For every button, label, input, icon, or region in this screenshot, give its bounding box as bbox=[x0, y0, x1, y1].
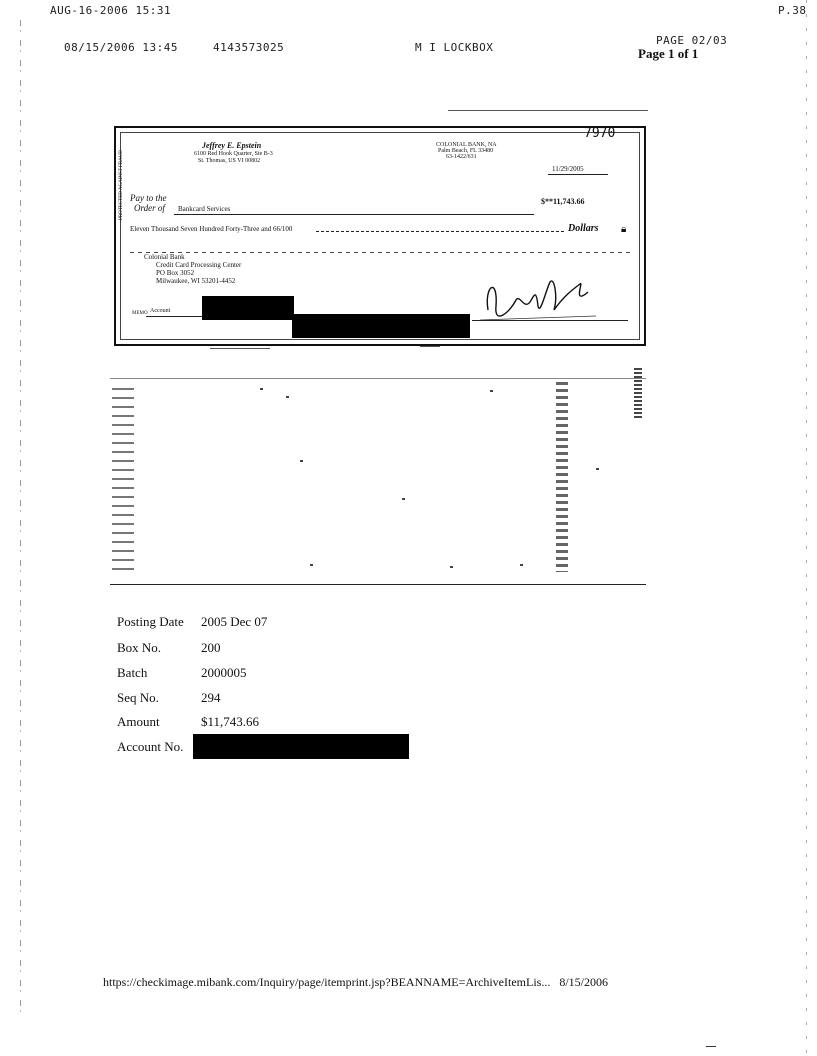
redaction-memo bbox=[202, 296, 294, 320]
fax-page: PAGE 02/03 bbox=[656, 34, 728, 47]
posting-value: 2000005 bbox=[201, 665, 247, 680]
noise-dot bbox=[490, 390, 493, 392]
date-line bbox=[548, 174, 608, 175]
noise-dot bbox=[402, 498, 405, 500]
noise-dot bbox=[260, 388, 263, 390]
signature-line bbox=[472, 320, 628, 321]
mail-line-3: PO Box 3052 bbox=[156, 269, 195, 277]
posting-label: Batch bbox=[117, 665, 148, 680]
scan-artifact bbox=[706, 1046, 716, 1047]
posting-label: Posting Date bbox=[117, 614, 184, 629]
mail-line-4: Milwaukee, WI 53201-4452 bbox=[156, 277, 236, 285]
posting-value: 200 bbox=[201, 640, 221, 655]
redaction-account bbox=[193, 734, 409, 759]
footer-url: https://checkimage.mibank.com/Inquiry/page/itemprint.jsp?BEANNAME=ArchiveItemLis... bbox=[103, 975, 551, 989]
noise-dot bbox=[520, 564, 523, 566]
written-amount: Eleven Thousand Seven Hundred Forty-Three and 66/100 bbox=[130, 225, 293, 233]
back-top-line bbox=[110, 378, 646, 379]
footer-date: 8/15/2006 bbox=[559, 975, 609, 989]
posting-value: 2005 Dec 07 bbox=[201, 614, 268, 629]
posting-row bbox=[117, 614, 267, 630]
scan-line bbox=[448, 110, 648, 111]
scan-artifact bbox=[420, 346, 440, 347]
posting-row bbox=[117, 739, 201, 755]
noise-dot bbox=[596, 468, 599, 470]
posting-label: Amount bbox=[117, 714, 160, 729]
dollars-label: Dollars bbox=[568, 223, 599, 234]
page-indicator: Page 1 of 1 bbox=[638, 46, 699, 61]
payee-line bbox=[174, 214, 534, 215]
payer-address-2: St. Thomas, US VI 00802 bbox=[198, 158, 261, 164]
posting-label: Account No. bbox=[117, 739, 184, 754]
posting-row bbox=[117, 665, 247, 681]
mail-line-2: Credit Card Processing Center bbox=[156, 261, 242, 269]
left-edge-artifact bbox=[20, 20, 21, 1020]
bank-address: Palm Beach, FL 33480 bbox=[438, 148, 494, 154]
fax-sender: M I LOCKBOX bbox=[415, 41, 494, 54]
noise-dot bbox=[286, 396, 289, 398]
posting-value: $11,743.66 bbox=[201, 714, 260, 729]
posting-label: Seq No. bbox=[117, 690, 159, 705]
fax-datetime: 08/15/2006 13:45 bbox=[64, 41, 178, 54]
posting-label: Box No. bbox=[117, 640, 162, 655]
scan-artifact bbox=[210, 348, 270, 349]
right-edge-artifact bbox=[806, 0, 807, 1056]
posting-value: 294 bbox=[201, 690, 221, 705]
fax-top-right: P.38 bbox=[778, 4, 807, 17]
noise-dot bbox=[450, 566, 453, 568]
bank-name: COLONIAL BANK, NA bbox=[436, 142, 497, 148]
memo-value: Account bbox=[150, 308, 171, 314]
fax-top-left: AUG-16-2006 15:31 bbox=[50, 4, 172, 17]
payer-name: Jeffrey E. Epstein bbox=[202, 141, 262, 150]
footer bbox=[103, 975, 608, 990]
check-back-image bbox=[110, 368, 652, 584]
fax-phone: 4143573025 bbox=[213, 41, 285, 54]
memo-label: MEMO bbox=[132, 311, 148, 316]
mail-line-1: Colonial Bank bbox=[144, 253, 185, 261]
check-amount: $**11,743.66 bbox=[541, 197, 585, 206]
check-image bbox=[114, 126, 646, 346]
lock-icon: 🔒︎ bbox=[621, 224, 627, 235]
back-left-noise bbox=[112, 388, 134, 574]
written-amount-fill bbox=[316, 231, 566, 232]
pay-to-label: Pay to the bbox=[130, 193, 167, 203]
check-date: 11/29/2005 bbox=[552, 165, 584, 173]
back-right-stamp bbox=[634, 368, 642, 420]
dashed-separator bbox=[130, 252, 630, 253]
redaction-micr bbox=[292, 314, 470, 338]
check-number: 7970 bbox=[584, 126, 616, 141]
back-bottom-line bbox=[110, 584, 646, 585]
back-endorsement-stamp bbox=[556, 382, 568, 572]
noise-dot bbox=[300, 460, 303, 462]
posting-row bbox=[117, 640, 221, 656]
payee-name: Bankcard Services bbox=[178, 205, 231, 213]
payer-address-1: 6100 Red Hook Quarter, Ste B-3 bbox=[194, 151, 273, 157]
posting-row bbox=[117, 690, 221, 706]
order-of-label: Order of bbox=[134, 203, 165, 213]
check-side-text: PROTECTED AGAINST FRAUD bbox=[119, 150, 124, 220]
noise-dot bbox=[310, 564, 313, 566]
bank-code: 63-1422/631 bbox=[446, 154, 477, 160]
posting-row bbox=[117, 714, 259, 730]
